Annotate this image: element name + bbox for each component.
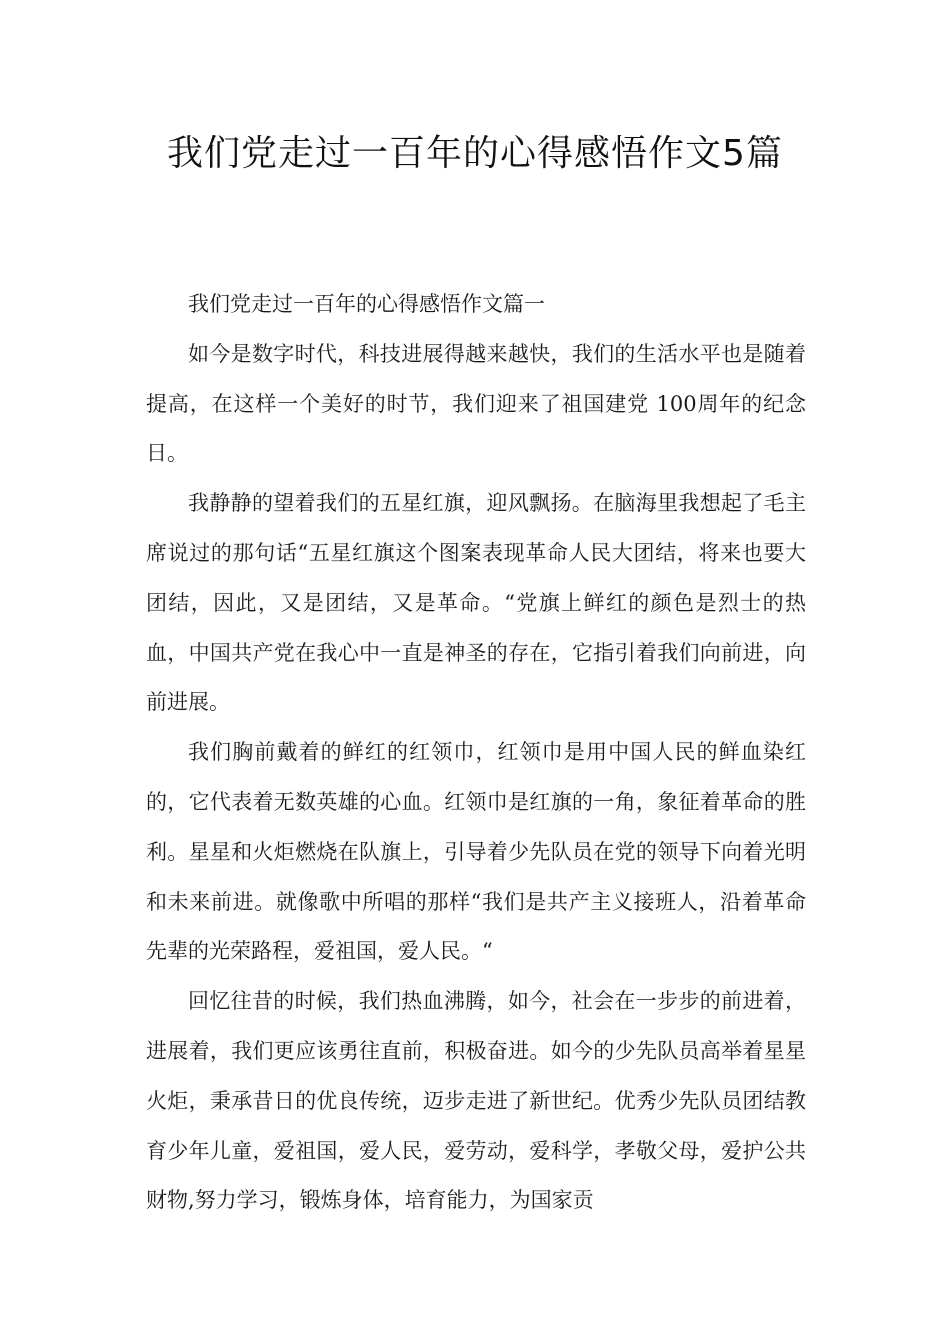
paragraph-4: 回忆往昔的时候，我们热血沸腾，如今，社会在一步步的前进着，进展着，我们更应该勇往直前，积极奋进。如今的少先队员高举着星星火炬，秉承昔日的优良传统，迈步走进了新世纪。优秀少先队员团结教育少年儿童，爱祖国，爱人民，爱劳动，爱科学，孝敬父母，爱护公共财物,努力学习，锻炼身体，培育能力，为国家贡 [146, 989, 806, 1213]
document-body [146, 280, 806, 1226]
section-heading: 我们党走过一百年的心得感悟作文篇一 [188, 292, 545, 316]
paragraph-2: 我静静的望着我们的五星红旗，迎风飘扬。在脑海里我想起了毛主席说过的那句话“五星红旗这个图案表现革命人民大团结，将来也要大团结，因此，又是团结，又是革命。“党旗上鲜红的颜色是烈士的热血，中国共产党在我心中一直是神圣的存在，它指引着我们向前进，向前进展。 [146, 491, 806, 715]
paragraph-3: 我们胸前戴着的鲜红的红领巾，红领巾是用中国人民的鲜血染红的，它代表着无数英雄的心血。红领巾是红旗的一角，象征着革命的胜利。星星和火炬燃烧在队旗上，引导着少先队员在党的领导下向着光明和未来前进。就像歌中所唱的那样“我们是共产主义接班人，沿着革命先辈的光荣路程，爱祖国，爱人民。“ [146, 740, 806, 964]
document-title: 我们党走过一百年的心得感悟作文5篇 [167, 133, 783, 174]
paragraph-1: 如今是数字时代，科技进展得越来越快，我们的生活水平也是随着提高，在这样一个美好的时节，我们迎来了祖国建党 100周年的纪念日。 [146, 341, 806, 466]
